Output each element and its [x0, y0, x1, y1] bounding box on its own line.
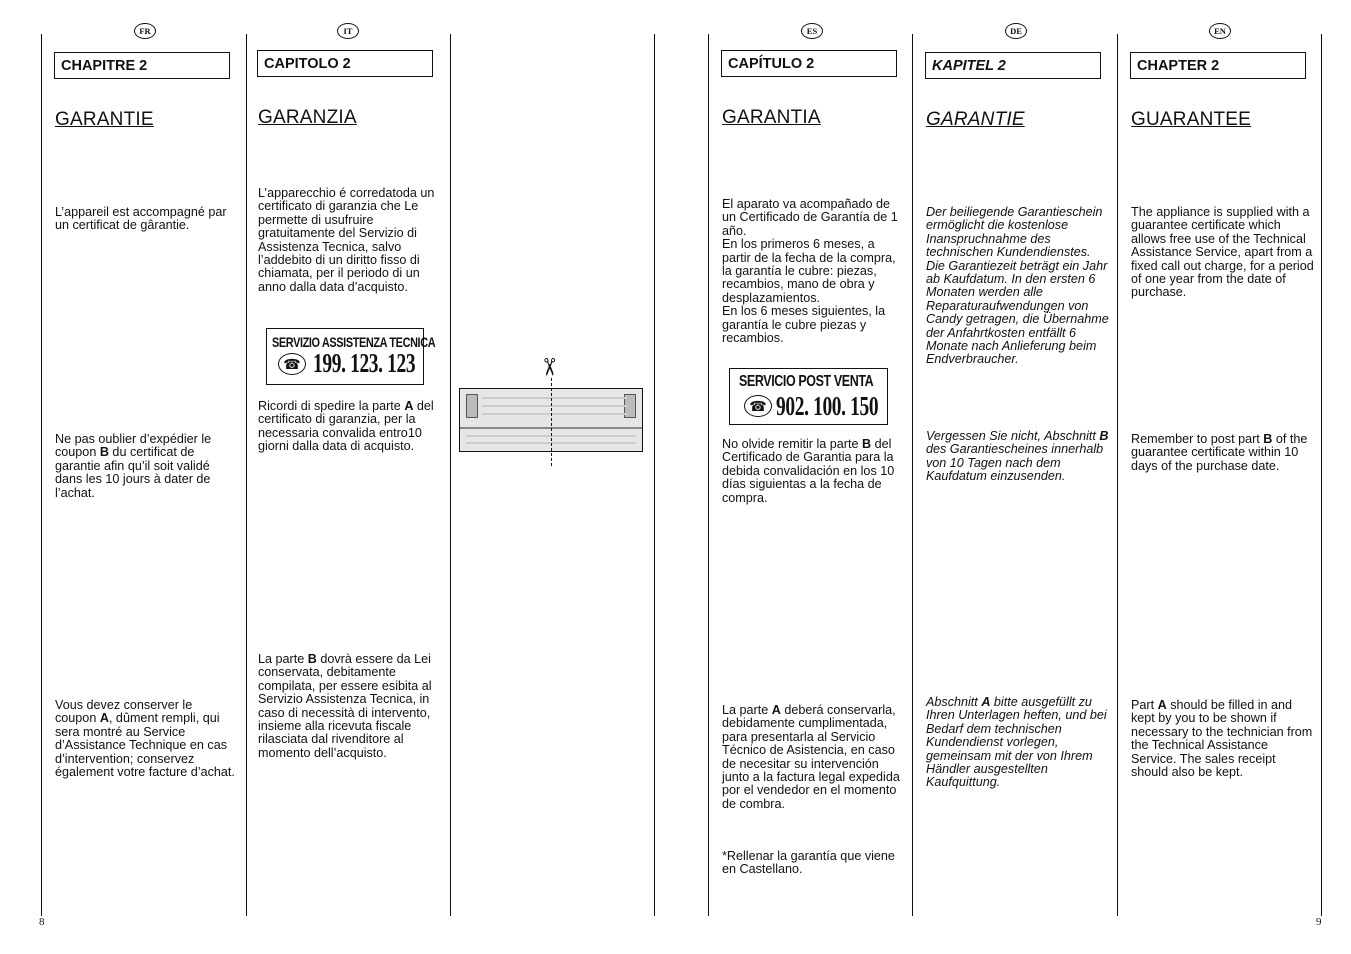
language-badge-fr: FR — [134, 23, 156, 39]
column-divider — [246, 34, 247, 916]
phone-icon: ☎ — [744, 395, 772, 417]
section-title: GARANTIA — [722, 107, 821, 128]
paragraph: Abschnitt A bitte ausgefüllt zu Ihren Unterlagen heften, und bei Bedarf dem technischen Kundendienst vorlegen, gemeinsam mit der von Ihrem Händler ausgestellten Kaufquittung. — [926, 695, 1107, 790]
column-divider — [912, 34, 913, 916]
paragraph: Vous devez conserver le coupon A, dûment rempli, qui sera montré au Service d’Assistance Technique en cas d’intervention; conservez également votre facture d’achat. — [55, 698, 235, 780]
section-title: GARANZIA — [258, 107, 357, 128]
service-number: 199. 123. 123 — [313, 348, 416, 378]
language-badge-de: DE — [1005, 23, 1027, 39]
paragraph: Ne pas oublier d’expédier le coupon B du certificat de garantie afin qu’il soit validé dans les 10 jours à dater de l’achat. — [55, 432, 212, 500]
paragraph: La parte B dovrà essere da Lei conservata, debitamente compilata, per essere esibita al Servizio Assistenza Tecnica, in caso di necessità di intervento, insieme alla ricevuta fiscale rilasciata dal rivenditore al momento dell’acquisto. — [258, 652, 432, 760]
section-title: GARANTIE — [926, 109, 1025, 130]
column-divider — [708, 34, 709, 916]
scissors-icon: ✂ — [535, 356, 563, 378]
language-badge-it: IT — [337, 23, 359, 39]
chapter-heading: CAPITOLO 2 — [257, 50, 433, 77]
service-phone-box — [729, 368, 888, 425]
service-phone-box — [266, 328, 436, 385]
service-label: SERVICIO POST VENTA — [739, 373, 874, 390]
column-divider — [450, 34, 451, 916]
paragraph: Der beiliegende Garantieschein ermöglicht die kostenlose Inanspruchnahme des technischen Kundendienstes. Die Garantiezeit beträgt ein Jahr ab Kaufdatum. In den ersten 6 Monaten werden alle Reparaturaufwendungen von Candy getragen, die Übernahme der Anfahrtkosten entfällt 6 Monate nach Anlieferung beim Endverbraucher. — [926, 205, 1109, 367]
column-divider — [1117, 34, 1118, 916]
chapter-heading: CHAPITRE 2 — [54, 52, 230, 79]
paragraph: The appliance is supplied with a guarantee certificate which allows free use of the Technical Assistance Service, apart from a fixed call out charge, for a period of one year from the date of purchase. — [1131, 205, 1314, 300]
footnote: *Rellenar la garantía que viene en Castellano. — [722, 849, 895, 877]
paragraph: L’appareil est accompagné par un certificat de gârantie. — [55, 205, 227, 233]
section-title: GARANTIE — [55, 109, 154, 130]
cut-line — [551, 378, 552, 466]
page-number-left: 8 — [39, 916, 45, 928]
chapter-heading: CAPÍTULO 2 — [721, 50, 897, 77]
service-number: 902. 100. 150 — [776, 391, 879, 421]
column-divider — [41, 34, 42, 916]
chapter-heading: KAPITEL 2 — [925, 52, 1101, 79]
chapter-heading: CHAPTER 2 — [1130, 52, 1306, 79]
phone-icon: ☎ — [278, 353, 306, 375]
paragraph: Vergessen Sie nicht, Abschnitt B des Garantiescheines innerhalb von 10 Tagen nach dem Kaufdatum einzusenden. — [926, 429, 1109, 484]
service-label: SERVIZIO ASSISTENZA TECNICA — [272, 334, 436, 350]
paragraph: Part A should be filled in and kept by you to be shown if necessary to the technician from the Technical Assistance Service. The sales receipt should also be kept. — [1131, 698, 1313, 780]
paragraph: Ricordi di spedire la parte A del certificato di garanzia, per la necessaria convalida entro10 giorni dalla data di acquisto. — [258, 399, 434, 454]
paragraph: El aparato va acompañado de un Certificado de Garantía de 1 año. En los primeros 6 meses, a partir de la fecha de la compra, la garantía le cubre: piezas, recambios, mano de obra y desplazamientos. En los 6 meses siguientes, la garantía le cubre piezas y recambios. — [722, 197, 898, 346]
paragraph: Remember to post part B of the guarantee certificate within 10 days of the purchase date. — [1131, 432, 1308, 473]
paragraph: La parte A deberá conservarla, debidamente cumplimentada, para presentarla al Servicio Técnico de Asistencia, en caso de necesitar su intervención junto a la factura legal expedida por el vendedor en el momento de combra. — [722, 703, 900, 811]
page-number-right: 9 — [1316, 916, 1322, 928]
column-divider — [1321, 34, 1322, 916]
column-divider — [654, 34, 655, 916]
language-badge-en: EN — [1209, 23, 1231, 39]
paragraph: No olvide remitir la parte B del Certificado de Garantia para la debida convalidación en los 10 días siguientas a la fecha de compra. — [722, 437, 895, 505]
paragraph: L’apparecchio é corredatoda un certificato di garanzia che Le permette di usufruire gratuitamente del Servizio di Assistenza Tecnica, salvo l’addebito di un diritto fisso di chiamata, per il periodo di un anno dalla data d’acquisto. — [258, 186, 435, 294]
section-title: GUARANTEE — [1131, 109, 1252, 130]
language-badge-es: ES — [801, 23, 823, 39]
